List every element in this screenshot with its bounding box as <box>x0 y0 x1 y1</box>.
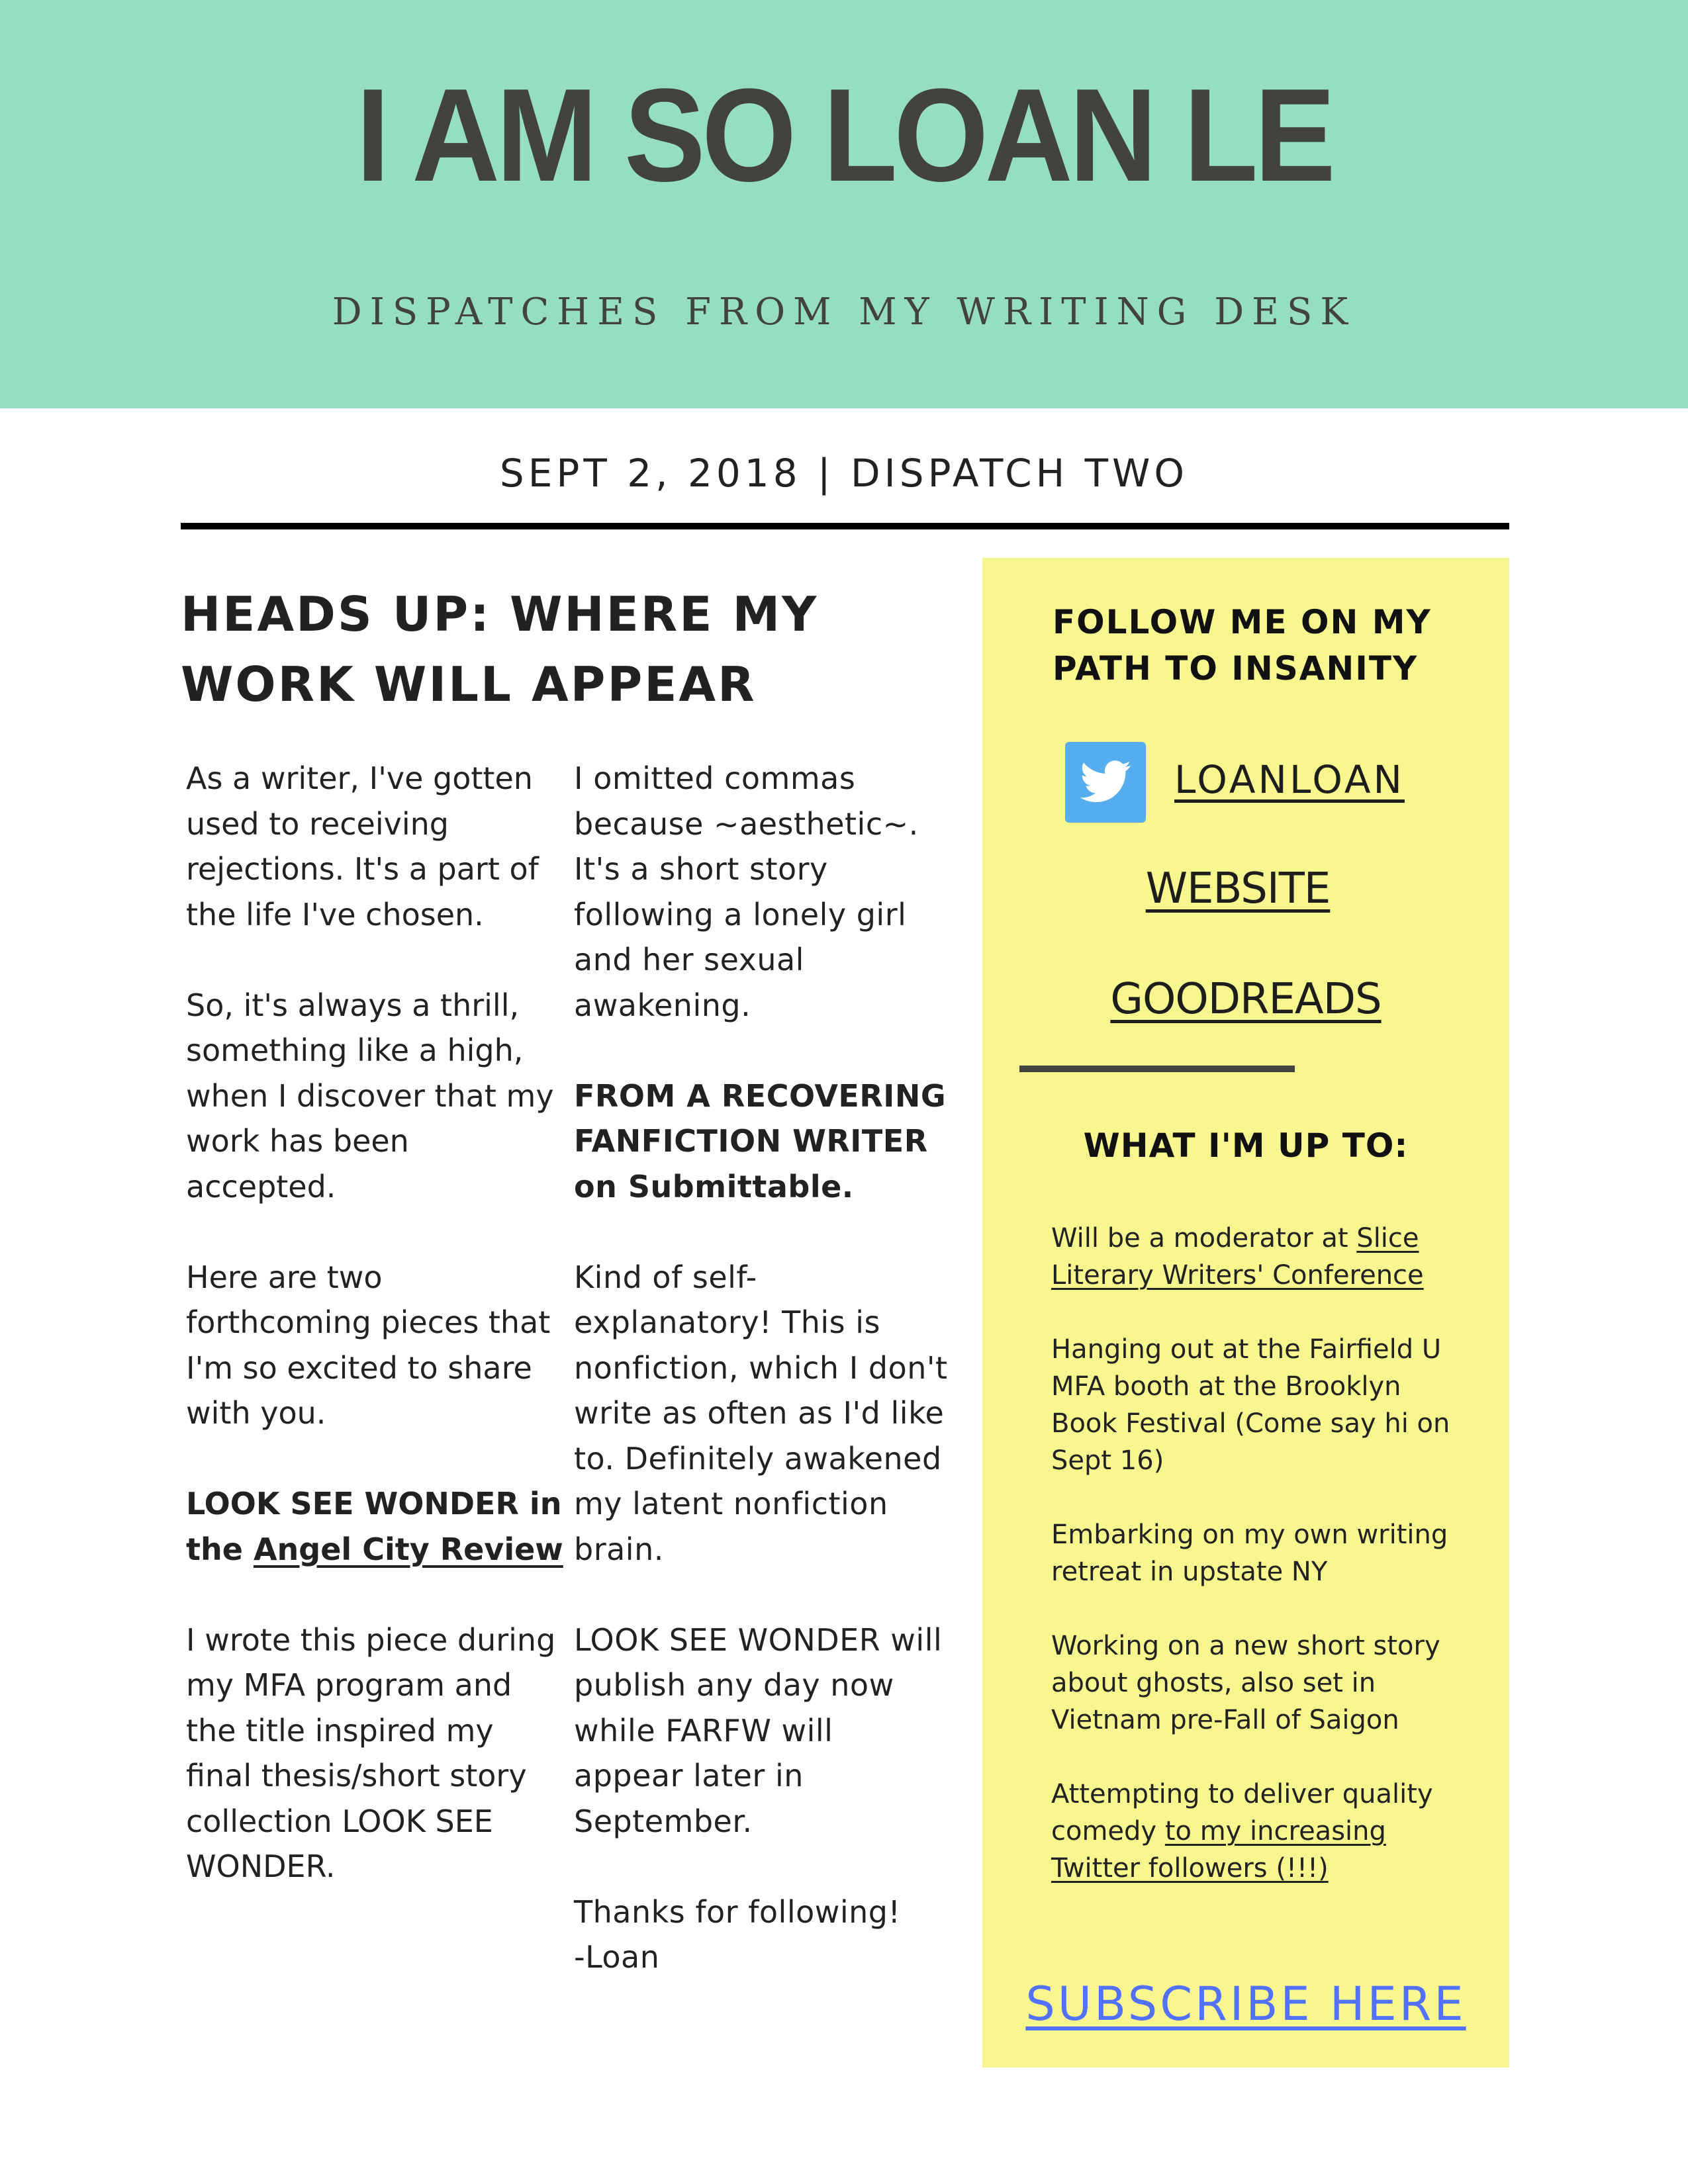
article-right-column <box>574 756 951 2025</box>
paragraph: I omitted commas because ~aesthetic~. It's a short story following a lonely girl and her sexual awakening. <box>574 760 919 1023</box>
website-link[interactable]: WEBSITE <box>1145 864 1331 913</box>
article-heading: HEADS UP: WHERE MY WORK WILL APPEAR <box>181 586 819 712</box>
piece-title: FROM A RECOVERING FANFICTION WRITER on Submittable. <box>574 1077 947 1205</box>
piece-title-name: LOOK SEE WONDER <box>186 1486 519 1522</box>
piece-title <box>186 1481 563 1572</box>
sidebar <box>982 558 1509 2068</box>
article-left-column <box>186 756 563 1934</box>
piece-title-in: in the <box>186 1486 562 1567</box>
twitter-bird-glyph <box>1080 760 1131 803</box>
paragraph: Kind of self-explanatory! This is nonfiction, which I don't write as often as I'd like to. Definitely awakened my latent nonfiction brain. <box>574 1259 948 1567</box>
follow-heading: FOLLOW ME ON MY PATH TO INSANITY <box>1053 603 1432 688</box>
update-item <box>1051 1776 1462 1887</box>
paragraph: I wrote this piece during my MFA program and the title inspired my final thesis/short story collection LOOK SEE WONDER. <box>186 1621 556 1884</box>
twitter-handle-link[interactable]: LOANLOAN <box>1174 757 1405 802</box>
update-item <box>1051 1220 1462 1294</box>
twitter-followers-link[interactable]: to my increasing Twitter followers (!!!) <box>1051 1816 1386 1884</box>
signoff-thanks: Thanks for following! <box>574 1893 901 1930</box>
update-item: Embarking on my own writing retreat in upstate NY <box>1051 1520 1448 1587</box>
divider-rule <box>181 523 1509 529</box>
paragraph: Here are two forthcoming pieces that I'm so excited to share with you. <box>186 1259 551 1431</box>
updates-list <box>1051 1220 1462 1924</box>
goodreads-link[interactable]: GOODREADS <box>1110 975 1382 1024</box>
dateline: SEPT 2, 2018 | DISPATCH TWO <box>499 451 1189 496</box>
header-banner <box>0 0 1688 408</box>
update-item: Working on a new short story about ghosts, also set in Vietnam pre-Fall of Saigon <box>1051 1631 1440 1735</box>
newsletter-title: I AM SO LOAN LE <box>355 62 1333 209</box>
twitter-bird-icon[interactable] <box>1065 742 1146 823</box>
sidebar-divider <box>1019 1066 1295 1072</box>
signoff-name: -Loan <box>574 1939 660 1975</box>
updates-heading: WHAT I'M UP TO: <box>1083 1126 1409 1165</box>
update-text: Attempting to deliver quality comedy <box>1051 1779 1433 1846</box>
angel-city-review-link[interactable]: Angel City Review <box>253 1531 563 1567</box>
update-item: Hanging out at the Fairfield U MFA booth at the Brooklyn Book Festival (Come say hi on Sept 16) <box>1051 1334 1450 1476</box>
newsletter-tagline: DISPATCHES FROM MY WRITING DESK <box>332 291 1356 334</box>
update-text: Will be a moderator at <box>1051 1223 1357 1253</box>
paragraph: LOOK SEE WONDER will publish any day now while FARFW will appear later in September. <box>574 1621 943 1839</box>
paragraph: So, it's always a thrill, something like a high, when I discover that my work has been accepted. <box>186 987 554 1205</box>
signoff <box>574 1889 951 1980</box>
subscribe-link[interactable]: SUBSCRIBE HERE <box>1025 1977 1466 2031</box>
slice-conference-link[interactable]: Slice Literary Writers' Conference <box>1051 1223 1424 1291</box>
paragraph: As a writer, I've gotten used to receiving rejections. It's a part of the life I've chosen. <box>186 760 539 933</box>
